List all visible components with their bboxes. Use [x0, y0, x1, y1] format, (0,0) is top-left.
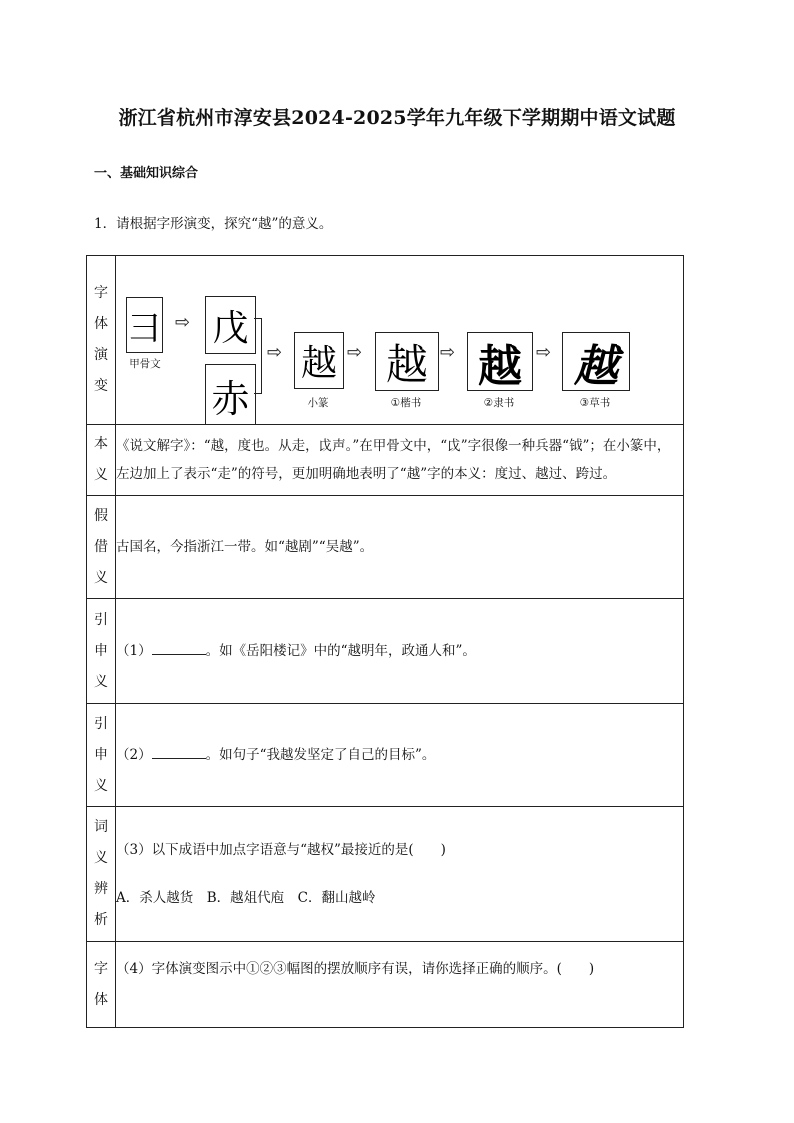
- extended-meaning-2: （2） 。如句子“我越发坚定了自己的目标”。: [116, 704, 684, 807]
- table-row: [87, 807, 684, 942]
- section-heading: 一、基础知识综合: [94, 166, 199, 181]
- evolution-cell: [116, 256, 684, 425]
- seal-glyph: 越: [294, 332, 344, 389]
- seal-caption: 小篆: [307, 397, 329, 409]
- question-3-options: A．杀人越货 B．越俎代庖 C．翻山越岭: [116, 890, 376, 906]
- question-text: 1．请根据字形演变，探究“越”的意义。: [94, 216, 333, 232]
- page-title: 浙江省杭州市淳安县2024-2025学年九年级下学期期中语文试题: [118, 107, 676, 129]
- arrow-icon: ⇨: [440, 342, 456, 363]
- oracle-caption: 甲骨文: [129, 358, 161, 370]
- question-4-stem: （4）字体演变图示中①②③幅图的摆放顺序有误，请你选择正确的顺序。( ): [116, 942, 684, 1028]
- borrowed-meaning-text: 古国名，今指浙江一带。如“越剧”“吴越”。: [116, 496, 684, 599]
- row-header: 词 义 辨 析: [87, 807, 116, 942]
- word-meaning-question: [116, 807, 684, 942]
- table-row: [87, 425, 684, 496]
- table-row: [87, 704, 684, 807]
- table-row: [87, 942, 684, 1028]
- arrow-icon: ⇨: [536, 342, 552, 363]
- extended-meaning-1: （1） 。如《岳阳楼记》中的“越明年，政通人和”。: [116, 599, 684, 704]
- row-header: 引 申 义: [87, 599, 116, 704]
- bracket-line: [254, 318, 262, 394]
- oracle-glyph: ⺕: [126, 297, 163, 353]
- answer-blank-2[interactable]: [152, 744, 206, 759]
- row-header: 本 义: [87, 425, 116, 496]
- row-header: 字 体 演 变: [87, 256, 116, 425]
- answer-blank-1[interactable]: [152, 640, 206, 655]
- cao-caption: ③草书: [579, 397, 611, 409]
- table-row: [87, 496, 684, 599]
- arrow-icon: ⇨: [175, 312, 191, 333]
- table-row: [87, 256, 684, 425]
- li-caption: ②隶书: [483, 397, 515, 409]
- glyph-evolution-diagram: [116, 256, 676, 424]
- question-table: [86, 255, 684, 1028]
- li-glyph: 越: [467, 332, 533, 391]
- bronze-glyph-top: 戊: [205, 296, 256, 354]
- question-3-stem: （3）以下成语中加点字语意与“越权”最接近的是( ): [116, 842, 446, 858]
- row-header: 字 体: [87, 942, 116, 1028]
- table-row: [87, 599, 684, 704]
- kai-caption: ①楷书: [390, 397, 422, 409]
- row-header: 假 借 义: [87, 496, 116, 599]
- arrow-icon: ⇨: [267, 342, 283, 363]
- kai-glyph: 越: [375, 332, 439, 391]
- row-header: 引 申 义: [87, 704, 116, 807]
- arrow-icon: ⇨: [347, 342, 363, 363]
- cao-glyph: 越: [562, 332, 630, 391]
- bronze-glyph-bottom: 赤: [205, 364, 256, 424]
- original-meaning-text: 《说文解字》：“越，度也。从走，戉声。”在甲骨文中，“戉”字很像一种兵器“钺”；在小篆中，左边加上了表示“走”的符号，更加明确地表明了“越”字的本义：度过、越过、跨过。: [116, 425, 684, 496]
